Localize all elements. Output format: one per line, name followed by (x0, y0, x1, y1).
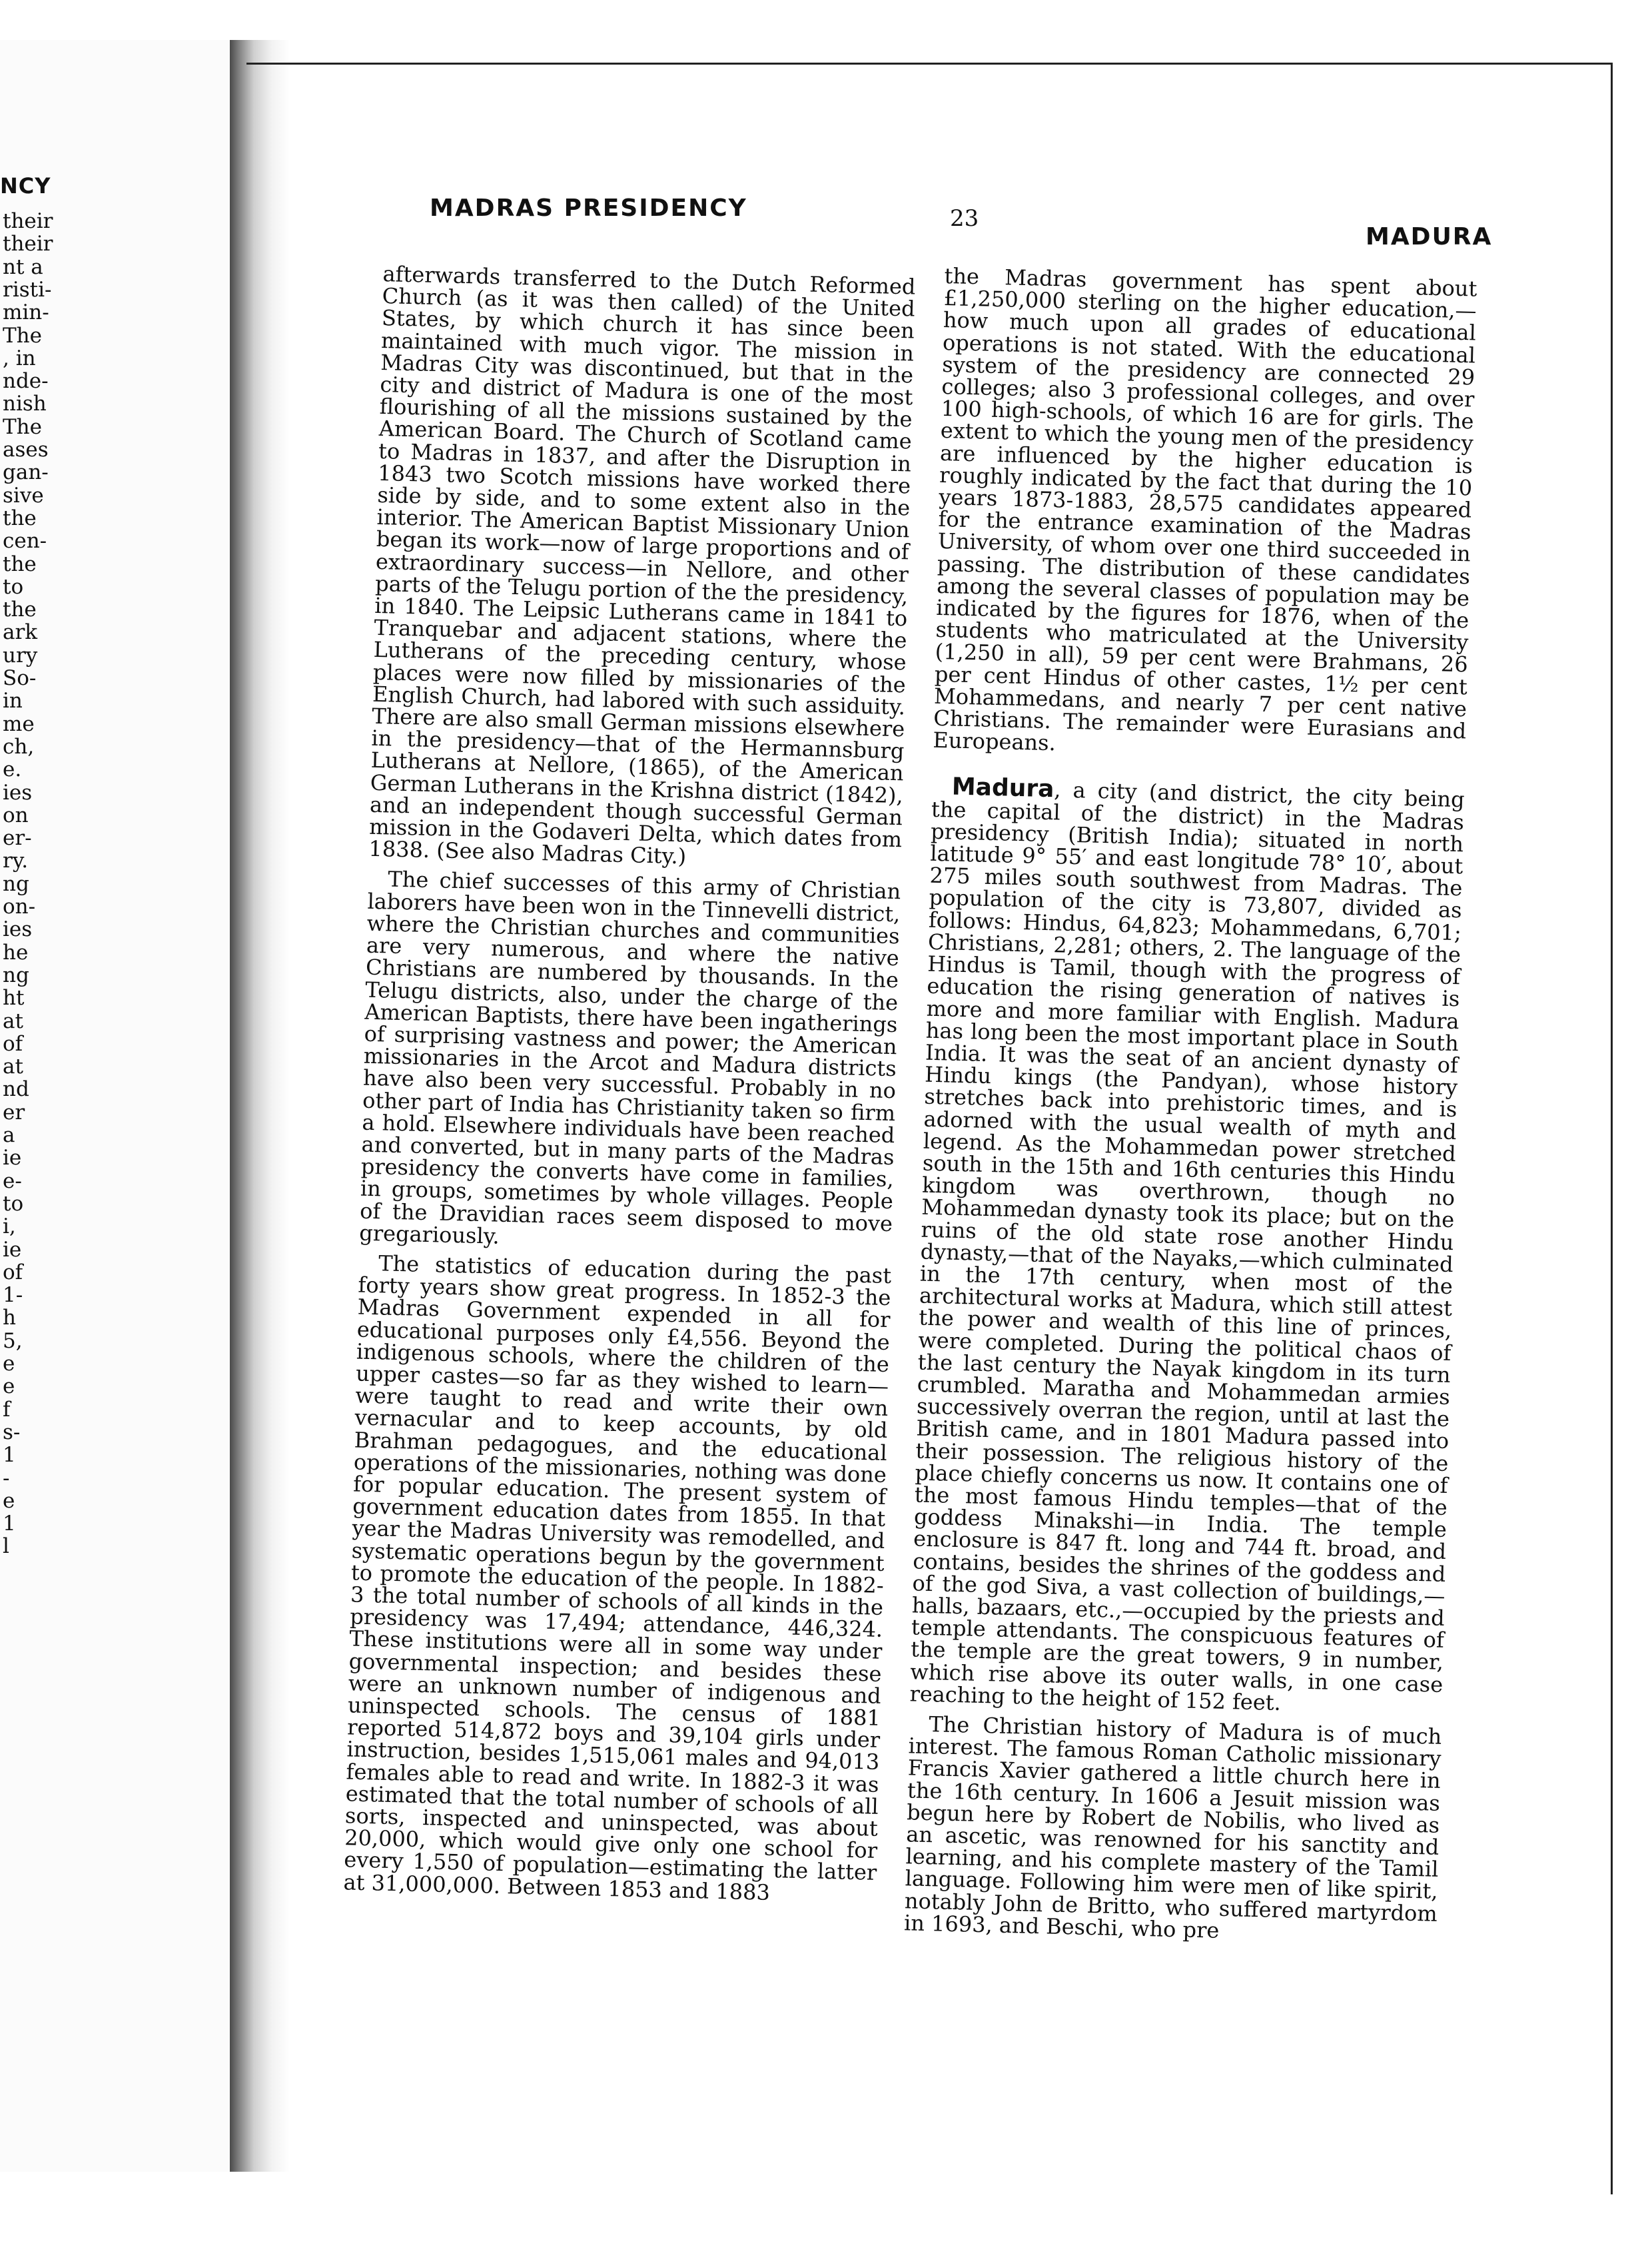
adjacent-page-line-fragment: cen- (3, 529, 47, 554)
adjacent-page-line-fragment: er- (3, 826, 32, 851)
adjacent-page-line-fragment: at (3, 1009, 23, 1033)
adjacent-page-header-fragment: NCY (0, 173, 51, 199)
adjacent-page-line-fragment: ie (3, 1237, 22, 1262)
adjacent-page-line-fragment: in (3, 689, 23, 713)
adjacent-page-line-fragment: ch, (3, 734, 35, 759)
adjacent-page-line-fragment: , in (3, 346, 36, 370)
left-text-column (343, 263, 916, 1915)
adjacent-page-line-fragment: i, (3, 1214, 16, 1239)
adjacent-page-line-fragment: 1 (3, 1443, 16, 1468)
adjacent-page-line-fragment: of (3, 1031, 23, 1056)
adjacent-page-line-fragment: The (3, 323, 42, 348)
paragraph: afterwards transferred to the Dutch Reformed Church (as it was then called) of the United States, by which church it has since been maintained with much vigor. The mission in Madras City was discontinued, but that in the city and district of Madura is one of the most flourishing of all the missions sustained by the American Board. The Church of Scotland came to Madras in 1837, and after the Disruption in 1843 two Scotch missions have worked there side by side, and to some extent also in the interior. The American Baptist Missionary Union began its work—now of large proportions and of extraordinary success—in Nellore, and other parts of the Telugu portion of the the presidency, in 1840. The Leipsic Lutherans came in 1841 to Tranquebar and adjacent stations, where the Lutherans of the preceding century, whose places were now filled by missionaries of the English Church, had labored with such assiduity. There are also small German missions elsewhere in the presidency—that of the Hermannsburg Lutherans at Nellore, (1865), of the American German Lutherans in the Krishna district (1842), and an independent though successful German mission in the Godaveri Delta, which dates from 1838. (See also Madras City.) (368, 261, 916, 869)
adjacent-page-line-fragment: gan- (3, 460, 49, 485)
running-header-left: MADRAS PRESIDENCY (430, 195, 747, 222)
adjacent-page-line-fragment: on (3, 803, 29, 827)
adjacent-page-line-fragment: ases (3, 438, 49, 462)
adjacent-page-line-fragment: their (3, 232, 53, 256)
adjacent-page-line-fragment: e. (3, 757, 22, 782)
adjacent-page-line-fragment: he (3, 940, 29, 965)
adjacent-page-line-fragment: f (3, 1397, 11, 1422)
running-header-right: MADURA (1366, 223, 1493, 250)
adjacent-page-line-fragment: l (3, 1534, 9, 1559)
adjacent-page-line-fragment: e (3, 1488, 15, 1513)
page-edge-top (246, 63, 1612, 65)
adjacent-page-line-fragment: ies (3, 780, 33, 805)
adjacent-page-line-fragment: to (3, 1191, 24, 1216)
paragraph: The statistics of education during the past forty years show great progress. In 1852-3 the Madras Government expended in all for educational purposes only £4,556. Beyond the indigenous schools, where the children of the upper castes—so far as they wished to learn—were taught to read and write their own vernacular and to keep accounts, by old Brahman pedagogues, and the educational operations of the missionaries, nothing was done for popular education. The present system of government education dates from 1855. In that year the Madras University was remodelled, and systematic operations begun by the government to promote the education of the people. In 1882-3 the total number of schools of all kinds in the presidency was 17,494; attendance, 446,324. These institutions were all in some way under governmental inspection; and besides these were an unknown number of indigenous and uninspected schools. The census of 1881 reported 514,872 boys and 39,104 girls under instruction, besides 1,515,061 males and 94,013 females able to read and write. In 1882-3 it was estimated that the total number of schools of all sorts, inspected and uninspected, was about 20,000, which would give only one school for every 1,550 of population—estimating the latter at 31,000,000. Between 1853 and 1883 (343, 1250, 892, 1905)
adjacent-page-line-fragment: at (3, 1055, 23, 1079)
adjacent-page-line-fragment: sive (3, 483, 44, 508)
entry-headword: Madura (951, 773, 1054, 803)
paragraph: The Christian history of Madura is of much interest. The famous Roman Catholic missionary Francis Xavier gathered a little church here in the 16th century. In 1606 a Jesuit mission was begun here by Robert de Nobilis, who lived as an ascetic, was renowned for his sanctity and learning, and his complete mastery of the Tamil language. Following him were men of like spirit, notably John de Britto, who suffered martyrdom in 1693, and Beschi, who pre (903, 1711, 1442, 1943)
entry-text: , a city (and district, the city being the capital of the district) in the Madras presidency (British India); situated in north latitude 9° 55′ and east longitude 78° 10′, about 275 miles south southwest from Madras. The population of the city is 73,807, divided as follows: Hindus, 64,823; Mohammedans, 6,701; Christians, 2,281; others, 2. The language of the Hindus is Tamil, though with the progress of education the rising generation of natives is more and more familiar with English. Madura has long been the most important place in South India. It was the seat of an ancient dynasty of Hindu kings (the Pandyan), whose history stretches back into prehistoric times, and is adorned with the usual wealth of myth and legend. As the Mohammedan power stretched south in the 15th and 16th centuries this Hindu kingdom was overthrown, though no Mohammedan dynasty took its place; but on the ruins of the old state rose another Hindu dynasty,—that of the Nayaks,—which culminated in the 17th century, when most of the architectural works at Madura, which still attest the power and wealth of this line of princes, were completed. During the political chaos of the last century the Nayak kingdom in its turn crumbled. Maratha and Mohammedan armies successively overran the region, until at last the British came, and in 1801 Madura passed into their possession. The religious history of the place chiefly concerns us now. It contains one of the most famous Hindu temples—that of the goddess Minakshi—in India. The temple enclosure is 847 ft. long and 744 ft. broad, and contains, besides the shrines of the goddess and of the god Siva, a vast collection of buildings,—halls, bazaars, etc.,—occupied by the priests and temple attendants. The conspicuous features of the temple are the great towers, 9 in number, which rise above its outer walls, in one case reaching to the height of 152 feet. (909, 777, 1465, 1715)
adjacent-page-line-fragment: min- (3, 300, 49, 325)
right-text-column (903, 265, 1477, 1955)
adjacent-page-line-fragment: The (3, 414, 42, 439)
adjacent-page-line-fragment: s- (3, 1420, 21, 1444)
adjacent-page-line-fragment: ng (3, 963, 29, 987)
adjacent-page-line-fragment: the (3, 552, 37, 576)
adjacent-page-line-fragment: their (3, 209, 53, 233)
adjacent-page-line-fragment: So- (3, 666, 37, 690)
adjacent-page-line-fragment: h (3, 1306, 16, 1330)
adjacent-page-line-fragment: on- (3, 895, 36, 919)
adjacent-page-line-fragment: ry. (3, 849, 29, 873)
adjacent-page-strip (0, 40, 232, 2172)
adjacent-page-line-fragment: nt a (3, 254, 43, 279)
adjacent-page-line-fragment: - (3, 1466, 10, 1490)
paragraph: The chief successes of this army of Christian laborers have been won in the Tinnevelli district, where the Christian churches and communities are very numerous, and where the native Christians are numbered by thousands. In the Telugu districts, also, under the charge of the American Baptists, there have been ingatherings of surprising vastness and power; the American missionaries in the Arcot and Madura districts have also been very successful. Probably in no other part of India has Christianity taken so firm a hold. Elsewhere individuals have been reached and converted, but in many parts of the Madras presidency the converts have come in families, in groups, sometimes by whole villages. People of the Dravidian races seem disposed to move gregariously. (358, 866, 901, 1249)
adjacent-page-line-fragment: the (3, 506, 37, 530)
adjacent-page-line-fragment: risti- (3, 277, 52, 302)
adjacent-page-line-fragment: e (3, 1352, 15, 1376)
adjacent-page-line-fragment: ark (3, 620, 38, 645)
adjacent-page-line-fragment: 5, (3, 1328, 23, 1353)
adjacent-page-line-fragment: 1 (3, 1512, 16, 1536)
adjacent-page-line-fragment: ury (3, 643, 38, 668)
adjacent-page-line-fragment: nde- (3, 369, 49, 394)
adjacent-page-line-fragment: ie (3, 1146, 22, 1170)
adjacent-page-line-fragment: ng (3, 871, 29, 896)
adjacent-page-line-fragment: of (3, 1260, 23, 1284)
adjacent-page-line-fragment: e- (3, 1168, 22, 1193)
adjacent-page-line-fragment: ies (3, 917, 33, 942)
page-edge-right (1611, 63, 1613, 2194)
paragraph: the Madras government has spent about £1,250,000 sterling on the higher education,—how much upon all grades of educational operations is not stated. With the educational system of the presidency are connected 29 colleges; also 3 professional colleges, and over 100 high-schools, of which 16 are for girls. The extent to which the young men of the presidency are influenced by the higher education is roughly indicated by the fact that during the 10 years 1873-1883, 28,575 candidates appeared for the entrance examination of the Madras University, of whom over one third succeeded in passing. The distribution of these candidates among the several classes of population may be indicated by the figures for 1876, when of the students who matriculated at the University (1,250 in all), 59 per cent were Brahmans, 26 per cent Hindus of other castes, 1½ per cent Mohammedans, and nearly 7 per cent native Christians. The remainder were Eurasians and Europeans. (933, 263, 1477, 756)
adjacent-page-line-fragment: the (3, 598, 37, 622)
adjacent-page-line-fragment: e (3, 1374, 15, 1399)
adjacent-page-line-fragment: ht (3, 986, 25, 1011)
adjacent-page-line-fragment: a (3, 1123, 15, 1147)
adjacent-page-line-fragment: nd (3, 1077, 29, 1102)
page-number: 23 (950, 205, 979, 232)
adjacent-page-line-fragment: er (3, 1100, 25, 1125)
adjacent-page-line-fragment: nish (3, 392, 47, 416)
dictionary-entry-madura (909, 775, 1465, 1718)
adjacent-page-line-fragment: to (3, 574, 24, 599)
adjacent-page-line-fragment: 1- (3, 1283, 23, 1308)
adjacent-page-line-fragment: me (3, 711, 35, 736)
book-gutter-shadow (230, 40, 290, 2172)
